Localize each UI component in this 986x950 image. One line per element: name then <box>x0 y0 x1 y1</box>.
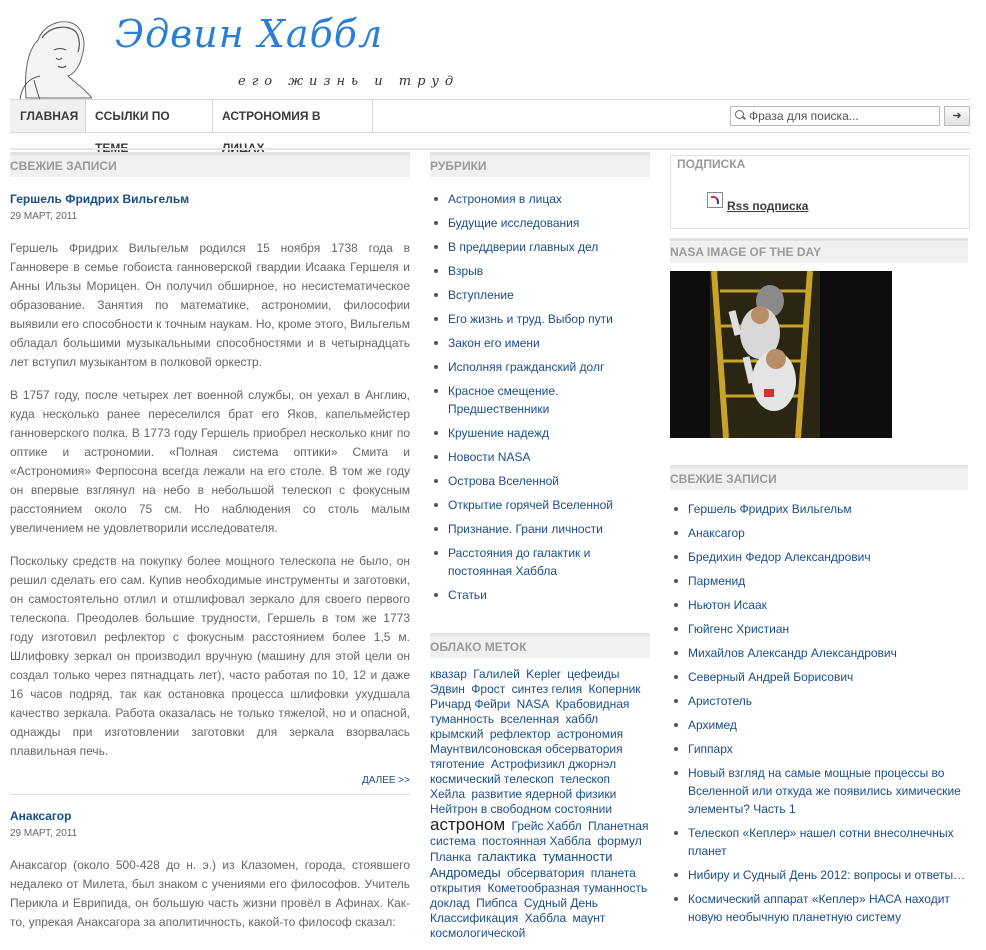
recent-heading: СВЕЖИЕ ЗАПИСИ <box>670 465 968 490</box>
tag-link[interactable]: Нейтрон в свободном состоянии <box>430 802 613 816</box>
recent-post-link[interactable]: Новый взгляд на самые мощные процессы во Вселенной или откуда же появились химические элементы? Часть 1 <box>670 764 970 818</box>
recent-post-link[interactable]: Гершель Фридрих Вильгельм <box>670 500 970 518</box>
recent-post-link[interactable]: Нибиру и Судный День 2012: вопросы и ответы… <box>670 866 970 884</box>
arrow-right-icon: ➜ <box>952 110 962 122</box>
tag-link[interactable]: Коперник <box>588 682 641 696</box>
post-divider <box>10 794 410 795</box>
tag-link[interactable]: Хаббла <box>524 911 567 925</box>
tag-link[interactable]: крымский <box>430 727 484 741</box>
tag-link[interactable]: телескоп <box>560 772 611 786</box>
tag-link[interactable]: Крабовидная туманность <box>430 697 630 726</box>
rubric-link[interactable]: В преддверии главных дел <box>430 238 650 256</box>
post-title[interactable]: Гершель Фридрих Вильгельм <box>10 192 190 206</box>
site-header <box>0 0 986 100</box>
recent-post-link[interactable]: Парменид <box>670 572 970 590</box>
recent-list-container <box>670 500 970 932</box>
rubric-link[interactable]: Признание. Грани личности <box>430 520 650 538</box>
nav-item-links[interactable]: ССЫЛКИ ПО <box>85 100 213 132</box>
tag-link[interactable]: маунт <box>572 911 606 925</box>
search-submit-button[interactable] <box>944 106 970 126</box>
post-body <box>10 856 410 932</box>
main-content <box>10 192 410 946</box>
recent-post-link[interactable]: Архимед <box>670 716 970 734</box>
tag-link[interactable]: открытия <box>430 881 482 895</box>
rubric-link[interactable]: Открытие горячей Вселенной <box>430 496 650 514</box>
tag-link[interactable]: Астрофизикл джорнэл <box>490 757 617 771</box>
site-title[interactable]: Эдвин Хаббл <box>115 12 384 56</box>
rubric-link[interactable]: Его жизнь и труд. Выбор пути <box>430 310 650 328</box>
tag-link[interactable]: формул <box>597 834 642 848</box>
tag-link[interactable]: Хейла <box>430 787 466 801</box>
tag-link[interactable]: планета <box>590 866 636 880</box>
tag-link[interactable]: рефлектор <box>489 727 551 741</box>
recent-posts-list <box>670 500 970 926</box>
tag-link[interactable]: постоянная Хаббла <box>482 834 592 848</box>
post-article <box>10 192 410 786</box>
rss-icon[interactable] <box>707 192 723 208</box>
post-paragraph: В 1757 году, после четырех лет военной службы, он уехал в Англию, куда несколько ранее переселился брат его Яков, капельмейстер ганноверского полка. В 1773 году Гершель приобрел несколько книг по оптике и астрономии. «Полная система оптики» Смита и «Астрономия» Ферпосона всегда лежали на его столе. В том же году он впервые взглянул на небо в небольшой телескоп с фокусным расстоянием около 75 см. Но наблюдения со столь малым увеличением не удовлетворили исследователя. <box>10 388 410 535</box>
tag-link[interactable]: Пибпса <box>476 896 518 910</box>
rubric-link[interactable]: Будущие исследования <box>430 214 650 232</box>
tag-link[interactable]: Фрост <box>471 682 506 696</box>
recent-post-link[interactable]: Северный Андрей Борисович <box>670 668 970 686</box>
rubric-link[interactable]: Красное смещение. Предшественники <box>430 382 650 418</box>
rubrics-list <box>430 190 650 604</box>
subscription-heading: ПОДПИСКА <box>677 157 746 171</box>
recent-post-link[interactable]: Гюйгенс Христиан <box>670 620 970 638</box>
tag-link[interactable]: квазар <box>430 667 467 681</box>
recent-post-link[interactable]: Ньютон Исаак <box>670 596 970 614</box>
rubric-link[interactable]: Расстояния до галактик и постоянная Хаббла <box>430 544 650 580</box>
tag-link[interactable]: обсерватория <box>507 866 585 880</box>
recent-post-link[interactable]: Телескоп «Кеплер» нашел сотни внесолнечных планет <box>670 824 970 860</box>
rubric-link[interactable]: Вступление <box>430 286 650 304</box>
rubric-link[interactable]: Исполняя гражданский долг <box>430 358 650 376</box>
tag-link[interactable]: цефеиды <box>567 667 620 681</box>
recent-post-link[interactable]: Аристотель <box>670 692 970 710</box>
recent-post-link[interactable]: Анаксагор <box>670 524 970 542</box>
tag-link[interactable]: Грейс Хаббл <box>511 819 582 833</box>
tag-link[interactable]: развитие ядерной физики <box>471 787 617 801</box>
tag-link[interactable]: Эдвин <box>430 682 465 696</box>
tag-link[interactable]: доклад <box>430 896 470 910</box>
post-paragraph: Анаксагор (около 500-428 до н. э.) из Клазомен, города, стоявшего недалеко от Милета, был знаком с учениями его философов. Учитель Перикла и Еврипида, он большую часть жизни провёл в Афинах. Как-то, упрекая Анаксагора за аполитичность, какой-то философ сказал: <box>10 858 410 929</box>
tag-link[interactable]: Kepler <box>526 667 561 681</box>
tag-link[interactable]: туманности Андромеды <box>430 849 613 880</box>
tag-link[interactable]: синтез гелия <box>511 682 583 696</box>
rubric-link[interactable]: Крушение надежд <box>430 424 650 442</box>
recent-post-link[interactable]: Михайлов Александр Александрович <box>670 644 970 662</box>
rubrics-heading: РУБРИКИ <box>430 152 650 177</box>
post-article <box>10 809 410 932</box>
post-body <box>10 239 410 761</box>
tag-link[interactable]: Классификация <box>430 911 519 925</box>
rubric-link[interactable]: Астрономия в лицах <box>430 190 650 208</box>
tag-link[interactable]: космологической <box>430 926 526 940</box>
recent-post-link[interactable]: Космический аппарат «Кеплер» НАСА находит новую необычную планетную систему <box>670 890 970 926</box>
rubric-link[interactable]: Острова Вселенной <box>430 472 650 490</box>
tag-link[interactable]: хаббл <box>565 712 599 726</box>
rss-subscribe-link[interactable]: Rss подписка <box>727 199 809 213</box>
post-date: 29 МАРТ, 2011 <box>10 828 78 839</box>
search-input[interactable] <box>749 107 935 125</box>
tag-link[interactable]: тяготение <box>430 757 485 771</box>
main-heading: СВЕЖИЕ ЗАПИСИ <box>10 152 410 177</box>
nasa-image-of-the-day[interactable] <box>670 271 892 438</box>
tag-link[interactable]: Галилей <box>473 667 520 681</box>
rubric-link[interactable]: Статьи <box>430 586 650 604</box>
post-paragraph: Гершель Фридрих Вильгельм родился 15 ноября 1738 года в Ганновере в семье гобоиста ганноверской гвардии Исаака Гершеля и Анны Ильзы Морицен. Он получил обширное, но несистематическое образование. Занятия по математике, астрономии, философии выявили его способности к точным наукам. Но, кроме этого, Вильгельм обладал большими музыкальными способностями и в четырнадцать лет вступил музыкантом в полковой оркестр. <box>10 241 410 369</box>
rubric-link[interactable]: Взрыв <box>430 262 650 280</box>
nav-item-home[interactable]: ГЛАВНАЯ <box>10 100 86 132</box>
tag-link[interactable]: Маунтвилсоновская обсерватория <box>430 742 623 756</box>
post-paragraph: Поскольку средств на покупку более мощного телескопа не было, он решил сделать его сам. Купив необходимые инструменты и заготовки, он самостоятельно отлил и отшлифовал зеркало для своего первого телескопа. Преодолев большие трудности, Гершель в том же 1773 году изготовил рефлектор с фокусным расстоянием более 1,5 м. Шлифовку зеркал он производил вручную (машину для этой цели он создал только через пятнадцать лет), часто работая по 10, 12 и даже 16 часов подряд, так как остановка процесса шлифовки ухудшала качество зеркала. Работа оказалась не только тяжелой, но и опасной, однажды при изготовлении заготовки для зеркала взорвалась плавильная печь. <box>10 554 410 758</box>
tag-link[interactable]: вселенная <box>500 712 560 726</box>
nasa-heading: NASA IMAGE OF THE DAY <box>670 238 968 263</box>
tag-link[interactable]: Планетная система <box>430 819 649 848</box>
tag-cloud-heading: ОБЛАКО МЕТОК <box>430 633 650 658</box>
search-field[interactable] <box>730 106 940 126</box>
rubrics-list-container <box>430 190 650 610</box>
rubric-link[interactable]: Новости NASA <box>430 448 650 466</box>
nav-item-astronomy-people[interactable]: АСТРОНОМИЯ В <box>212 100 373 132</box>
site-tagline: его жизнь и труд <box>238 74 460 89</box>
post-date: 29 МАРТ, 2011 <box>10 211 78 222</box>
search-icon-handle <box>742 116 746 120</box>
tag-link[interactable]: Судный День <box>523 896 599 910</box>
tag-link[interactable]: галактика <box>477 849 537 864</box>
tag-cloud <box>430 667 652 941</box>
tag-link[interactable]: Ричард Фейри <box>430 697 511 711</box>
post-title[interactable]: Анаксагор <box>10 809 72 823</box>
read-more-link[interactable]: ДАЛЕЕ >> <box>361 775 410 786</box>
rubric-link[interactable]: Закон его имени <box>430 334 650 352</box>
recent-post-link[interactable]: Гиппарх <box>670 740 970 758</box>
header-divider <box>10 148 970 150</box>
tag-link[interactable]: Кометообразная туманность <box>487 881 648 895</box>
subscription-box <box>670 155 970 229</box>
recent-post-link[interactable]: Бредихин Федор Александрович <box>670 548 970 566</box>
tag-link[interactable]: NASA <box>516 697 550 711</box>
tag-link[interactable]: астроном <box>430 815 506 834</box>
tag-link[interactable]: космический телескоп <box>430 772 554 786</box>
hubble-portrait-logo[interactable] <box>14 10 92 100</box>
tag-link[interactable]: астрономия <box>556 727 624 741</box>
tag-link[interactable]: Планка <box>430 850 472 864</box>
